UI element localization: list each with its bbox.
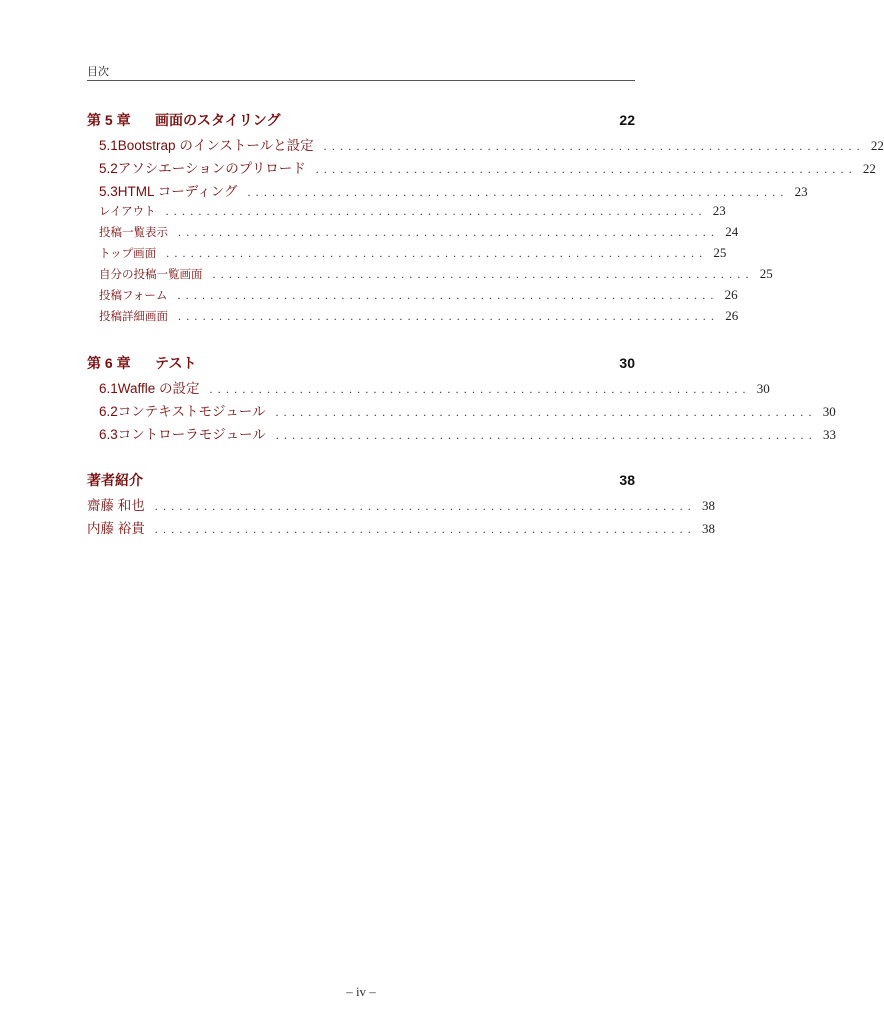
- page-number: – iv –: [346, 984, 376, 999]
- section-page: 23: [794, 184, 808, 199]
- toc-subsection[interactable]: [87, 203, 726, 224]
- section-number: 5.1: [99, 138, 118, 153]
- subsection-page: 24: [725, 224, 739, 239]
- toc-author[interactable]: [87, 517, 715, 540]
- section-page: 30: [756, 381, 770, 396]
- leader-dots: ..................................................................: [166, 246, 708, 260]
- leader-dots: ..................................................................: [154, 522, 696, 536]
- leader-dots: ..................................................................: [177, 288, 719, 302]
- subsection-title: 投稿フォーム: [99, 288, 168, 302]
- chapter-page: 22: [619, 112, 635, 128]
- author-page: 38: [701, 498, 715, 513]
- toc-subsection[interactable]: [87, 224, 739, 245]
- section-page: 22: [870, 138, 884, 153]
- leader-dots: ..................................................................: [154, 499, 696, 513]
- chapter-number: 第 6 章: [87, 355, 131, 371]
- author-page: 38: [701, 521, 715, 536]
- chapter-page: 30: [619, 355, 635, 371]
- toc-authors[interactable]: [87, 470, 635, 494]
- toc-author[interactable]: [87, 494, 715, 517]
- leader-dots: ..................................................................: [209, 382, 751, 396]
- section-page: 33: [822, 427, 836, 442]
- toc-section[interactable]: [87, 157, 876, 180]
- toc-subsection[interactable]: [87, 287, 738, 308]
- subsection-title: 自分の投稿一覧画面: [99, 267, 203, 281]
- toc-section[interactable]: [87, 423, 836, 446]
- section-number: 5.3: [99, 184, 118, 199]
- section-number: 6.1: [99, 381, 118, 396]
- subsection-page: 23: [712, 203, 726, 218]
- subsection-title: トップ画面: [99, 246, 157, 260]
- author-name: 内藤 裕貴: [87, 521, 145, 536]
- subsection-title: 投稿詳細画面: [99, 309, 168, 323]
- chapter-title: テスト: [155, 355, 197, 371]
- toc-subsection[interactable]: [87, 245, 727, 266]
- leader-dots: ..................................................................: [323, 139, 865, 153]
- table-of-contents: [87, 110, 884, 540]
- section-title: コントローラモジュール: [117, 427, 266, 442]
- section-number: 6.2: [99, 404, 118, 419]
- chapter-number: 第 5 章: [87, 112, 131, 128]
- author-name: 齋藤 和也: [87, 498, 145, 513]
- section-number: 6.3: [99, 427, 118, 442]
- leader-dots: ..................................................................: [275, 428, 817, 442]
- toc-section[interactable]: [87, 400, 836, 423]
- subsection-page: 26: [724, 287, 738, 302]
- chapter-title: 画面のスタイリング: [155, 112, 281, 128]
- subsection-page: 25: [759, 266, 773, 281]
- subsection-page: 25: [713, 245, 727, 260]
- toc-subsection[interactable]: [87, 266, 773, 287]
- toc-chapter-6[interactable]: [87, 353, 635, 377]
- section-title: コンテキストモジュール: [117, 404, 266, 419]
- leader-dots: ..................................................................: [178, 309, 720, 323]
- subsection-title: 投稿一覧表示: [99, 225, 168, 239]
- toc-subsection[interactable]: [87, 308, 739, 329]
- section-title: アソシエーションのプリロード: [117, 161, 306, 176]
- section-title: Bootstrap のインストールと設定: [117, 138, 314, 153]
- leader-dots: ..................................................................: [212, 267, 754, 281]
- running-head: 目次: [87, 65, 109, 78]
- section-number: 5.2: [99, 161, 118, 176]
- leader-dots: ..................................................................: [275, 405, 817, 419]
- leader-dots: ..................................................................: [315, 162, 857, 176]
- toc-chapter-5[interactable]: [87, 110, 635, 134]
- section-page: 30: [822, 404, 836, 419]
- toc-section[interactable]: [87, 180, 808, 203]
- section-title: HTML コーディング: [117, 184, 238, 199]
- chapter-page: 38: [619, 472, 635, 488]
- subsection-page: 26: [725, 308, 739, 323]
- subsection-title: レイアウト: [99, 204, 156, 218]
- section-page: 22: [862, 161, 876, 176]
- leader-dots: ..................................................................: [178, 225, 720, 239]
- toc-section[interactable]: [87, 377, 770, 400]
- leader-dots: ..................................................................: [247, 185, 789, 199]
- section-title: Waffle の設定: [117, 381, 200, 396]
- header-rule: [87, 80, 635, 81]
- toc-section[interactable]: [87, 134, 884, 157]
- leader-dots: ..................................................................: [165, 204, 707, 218]
- chapter-title: 著者紹介: [87, 472, 143, 488]
